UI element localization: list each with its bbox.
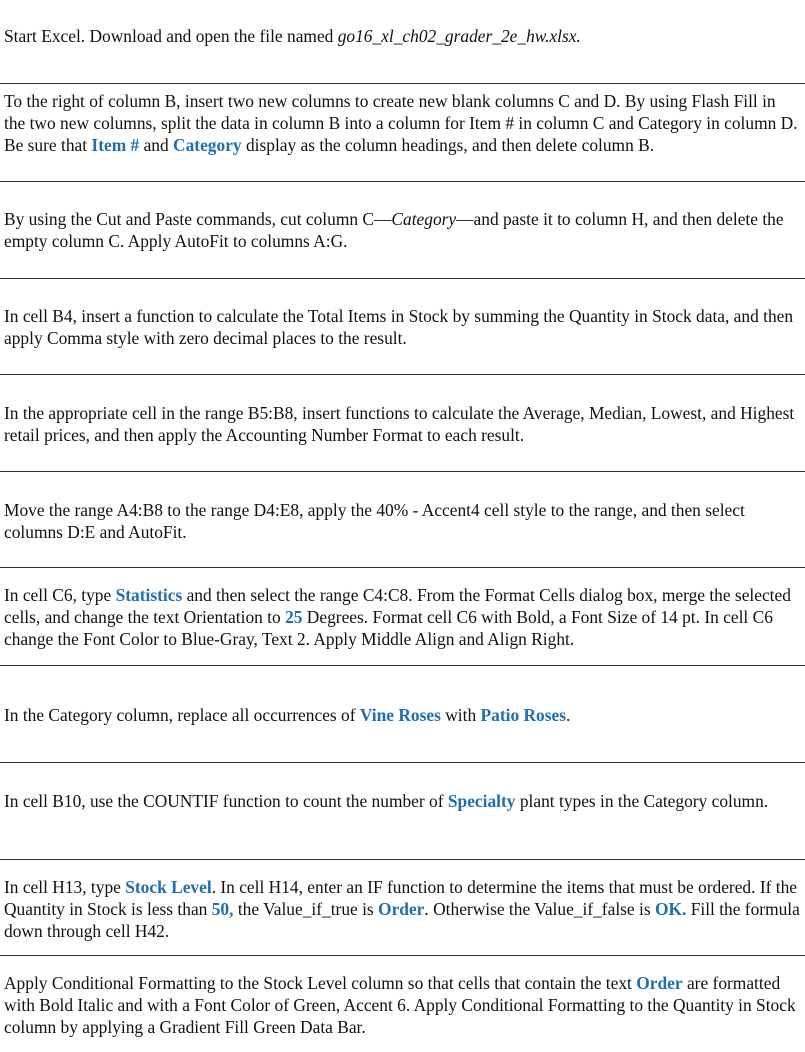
highlighted-term: OK. <box>654 899 687 919</box>
instruction-text <box>4 876 801 942</box>
text-segment: —and paste it to column H, and then delete the empty column C. Apply AutoFit to columns A:G. <box>4 209 784 251</box>
text-segment: the Value_if_true is <box>233 899 379 919</box>
instruction-text <box>4 584 801 650</box>
instruction-step <box>0 704 805 726</box>
text-segment: Fill the formula down through cell H42. <box>4 899 800 941</box>
text-segment: In cell H13, type <box>4 877 126 897</box>
text-segment: plant types in the Category column. <box>515 791 769 811</box>
divider <box>0 955 805 956</box>
divider <box>0 665 805 666</box>
instruction-step <box>0 972 805 1038</box>
text-segment: are formatted with Bold Italic and with a Font Color of Green, Accent 6. Apply Conditional Formatting to the Quantity in Stock column by applying a Gradient Fill Green Data Bar. <box>4 973 796 1037</box>
instruction-step <box>0 25 805 47</box>
highlighted-term: Vine Roses <box>359 705 441 725</box>
instruction-text <box>4 704 801 726</box>
highlighted-term: Statistics <box>115 585 183 605</box>
highlighted-term: Stock Level <box>125 877 212 897</box>
instruction-text <box>4 790 801 812</box>
text-segment: In cell C6, type <box>4 585 116 605</box>
text-segment: . Otherwise the Value_if_false is <box>424 899 655 919</box>
instruction-step <box>0 208 805 252</box>
instruction-step <box>0 790 805 812</box>
text-segment: By using the Cut and Paste commands, cut column C— <box>4 209 392 229</box>
text-segment: Start Excel. Download and open the file named <box>4 26 338 46</box>
divider <box>0 762 805 763</box>
instruction-step <box>0 876 805 942</box>
divider <box>0 278 805 279</box>
italic-text: Category <box>391 209 457 229</box>
text-segment: In the Category column, replace all occurrences of <box>4 705 360 725</box>
instruction-step <box>0 305 805 349</box>
italic-text: go16_xl_ch02_grader_2e_hw.xlsx. <box>337 26 581 46</box>
highlighted-term: Order <box>636 973 683 993</box>
instruction-text <box>4 499 801 543</box>
text-segment: Degrees. Format cell C6 with Bold, a Font Size of 14 pt. In cell C6 change the Font Color to Blue-Gray, Text 2. Apply Middle Align and Align Right. <box>4 607 773 649</box>
instruction-step <box>0 499 805 543</box>
highlighted-term: 50, <box>211 899 234 919</box>
instruction-step <box>0 584 805 650</box>
text-segment: and then select the range C4:C8. From the Format Cells dialog box, merge the selected cells, and change the text Orientation to <box>4 585 791 627</box>
divider <box>0 859 805 860</box>
text-segment: Apply Conditional Formatting to the Stock Level column so that cells that contain the text <box>4 973 637 993</box>
divider <box>0 374 805 375</box>
text-segment: In the appropriate cell in the range B5:B8, insert functions to calculate the Average, Median, Lowest, and Highest retail prices, and then apply the Accounting Number Format to each result. <box>4 403 795 445</box>
highlighted-term: Category <box>173 135 242 155</box>
divider <box>0 471 805 472</box>
highlighted-term: 25 <box>285 607 303 627</box>
instruction-step <box>0 402 805 446</box>
highlighted-term: Patio Roses <box>480 705 566 725</box>
instruction-step <box>0 90 805 156</box>
text-segment: with <box>440 705 481 725</box>
text-segment: To the right of column B, insert two new columns to create new blank columns C and D. By using Flash Fill in the two new columns, split the data in column B into a column for Item # in column C and Category in column D. Be sure that <box>4 91 798 155</box>
text-segment: . In cell H14, enter an IF function to determine the items that must be ordered. If the Quantity in Stock is less than <box>4 877 797 919</box>
text-segment: In cell B4, insert a function to calculate the Total Items in Stock by summing the Quantity in Stock data, and then apply Comma style with zero decimal places to the result. <box>4 306 794 348</box>
text-segment: Move the range A4:B8 to the range D4:E8, apply the 40% - Accent4 cell style to the range, and then select columns D:E and AutoFit. <box>4 500 745 542</box>
instruction-text <box>4 305 801 349</box>
divider <box>0 83 805 84</box>
instruction-text <box>4 90 801 156</box>
instruction-text <box>4 208 801 252</box>
highlighted-term: Order <box>378 899 425 919</box>
highlighted-term: Item # <box>91 135 140 155</box>
instruction-text <box>4 25 801 47</box>
text-segment: . <box>566 705 571 725</box>
text-segment: and <box>139 135 174 155</box>
divider <box>0 181 805 182</box>
instruction-text <box>4 402 801 446</box>
instruction-text <box>4 972 801 1038</box>
divider <box>0 567 805 568</box>
text-segment: In cell B10, use the COUNTIF function to count the number of <box>4 791 448 811</box>
highlighted-term: Specialty <box>447 791 516 811</box>
text-segment: display as the column headings, and then delete column B. <box>241 135 655 155</box>
